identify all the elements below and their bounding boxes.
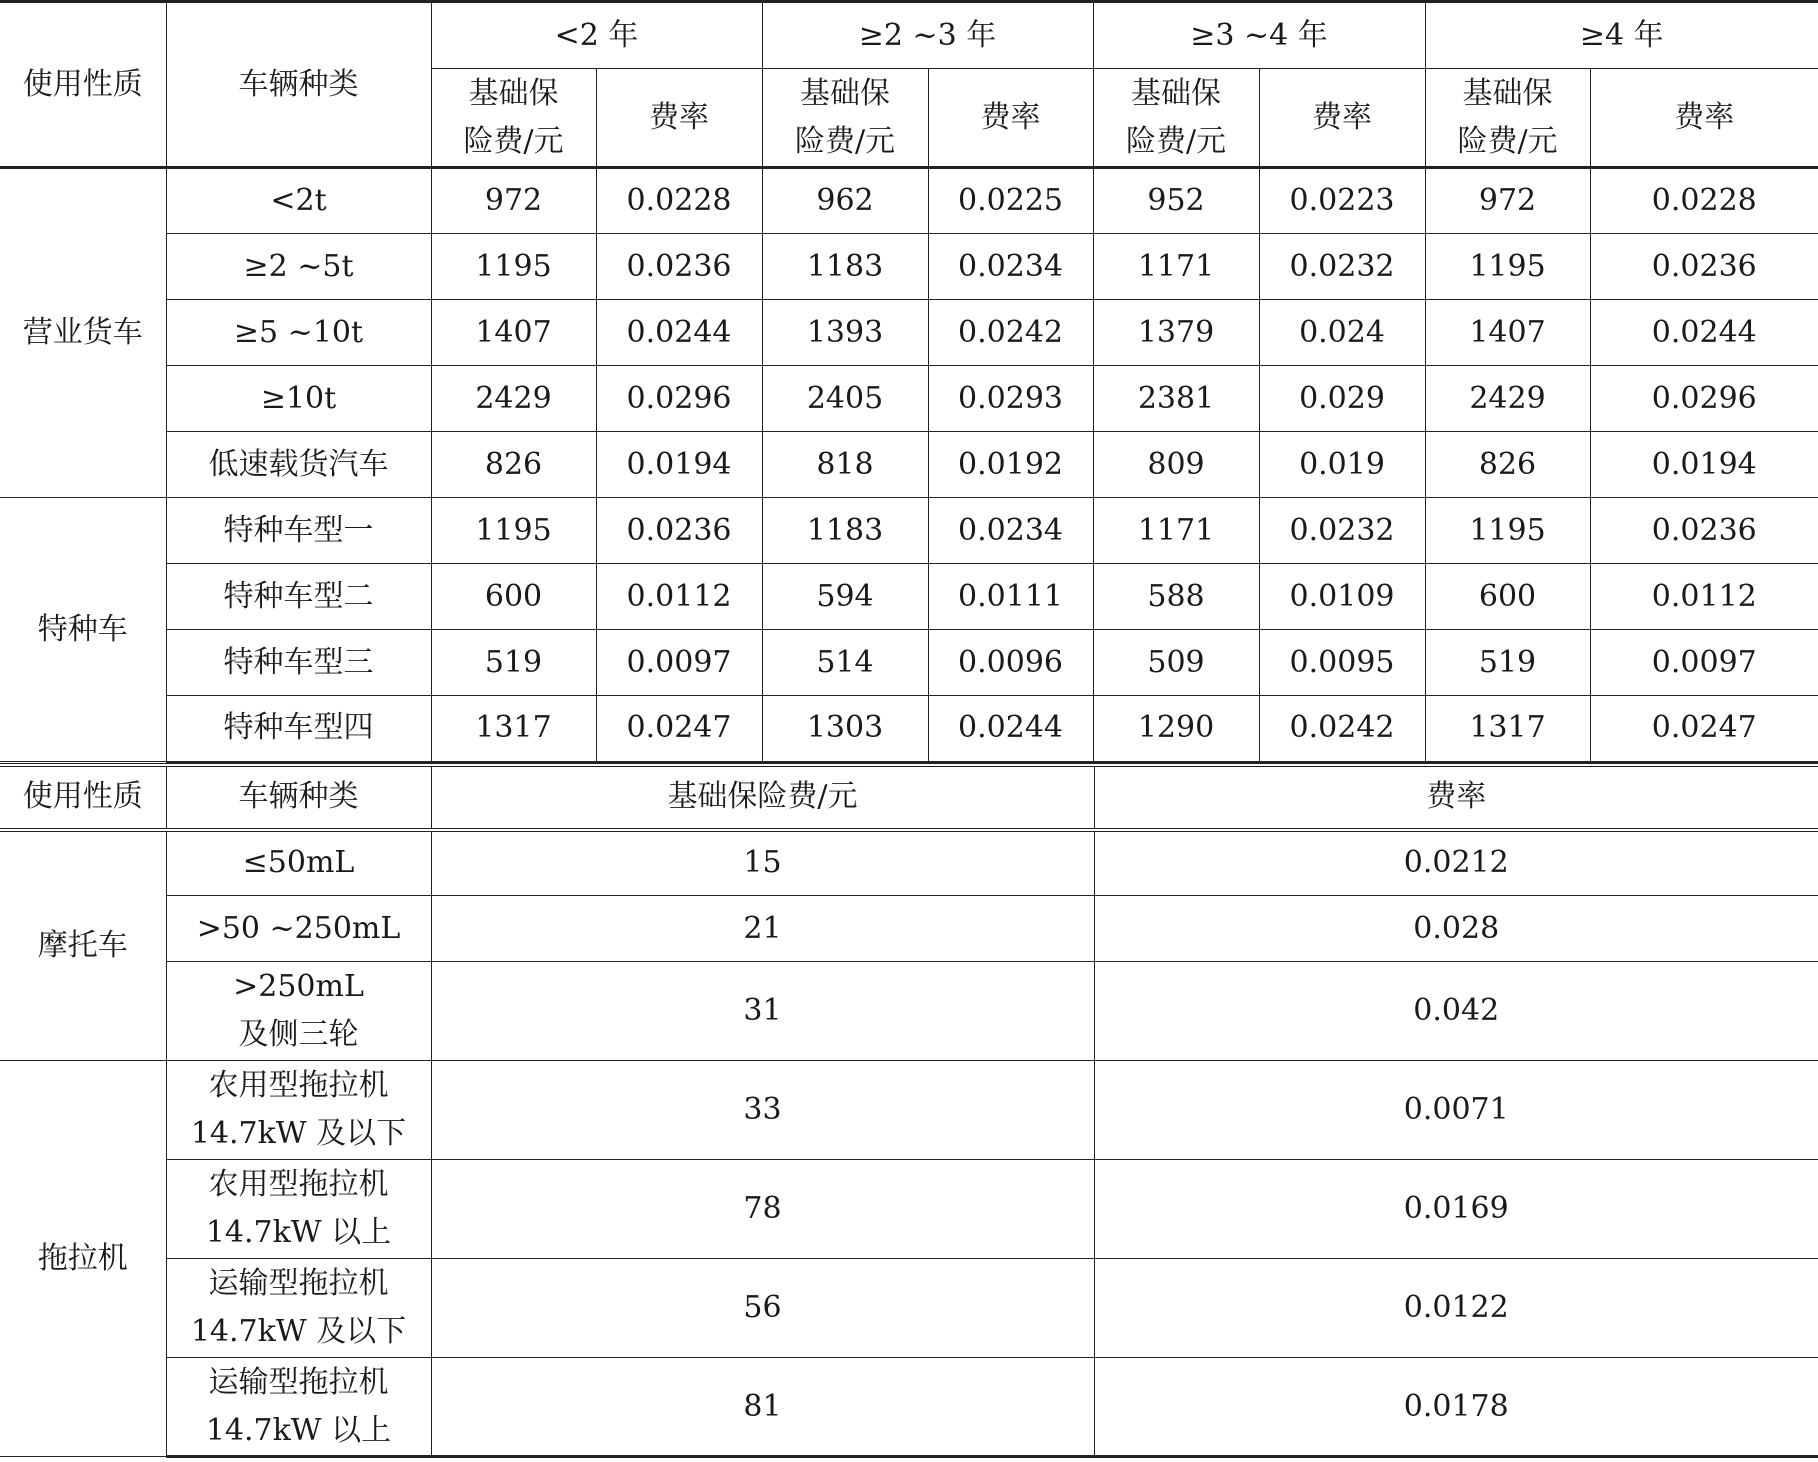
base-fee-cell: 1171 <box>1093 498 1259 564</box>
rate-cell: 0.0223 <box>1259 168 1425 234</box>
base-fee-cell: 1407 <box>1425 300 1590 366</box>
rate-cell: 0.0194 <box>1590 432 1818 498</box>
rate-cell: 0.0097 <box>1590 630 1818 696</box>
table2-header-row <box>0 765 1818 830</box>
header-rate: 费率 <box>928 69 1093 168</box>
base-fee-cell: 81 <box>431 1358 1094 1457</box>
rate-cell: 0.0242 <box>1259 696 1425 762</box>
vehicle-type-cell: 农用型拖拉机 14.7kW 及以下 <box>166 1061 431 1160</box>
rate-cell: 0.0194 <box>596 432 762 498</box>
rate-cell: 0.0234 <box>928 234 1093 300</box>
vehicle-type-cell: 运输型拖拉机 14.7kW 以上 <box>166 1358 431 1457</box>
rate-cell: 0.0071 <box>1094 1061 1818 1160</box>
header-base-fee: 基础保险费/元 <box>431 765 1094 830</box>
rate-cell: 0.0247 <box>1590 696 1818 762</box>
base-fee-cell: 952 <box>1093 168 1259 234</box>
base-fee-cell: 31 <box>431 962 1094 1061</box>
rate-cell: 0.0225 <box>928 168 1093 234</box>
base-fee-cell: 1195 <box>431 498 596 564</box>
base-fee-cell: 56 <box>431 1259 1094 1358</box>
rate-cell: 0.0236 <box>1590 234 1818 300</box>
table-row <box>0 630 1818 696</box>
table-row <box>0 1061 1818 1160</box>
header-usage: 使用性质 <box>0 2 166 168</box>
rate-cell: 0.0112 <box>596 564 762 630</box>
rate-cell: 0.0212 <box>1094 830 1818 896</box>
vehicle-type-cell: >50 ~250mL <box>166 896 431 962</box>
vehicle-type-cell: 运输型拖拉机 14.7kW 及以下 <box>166 1259 431 1358</box>
base-fee-cell: 1195 <box>1425 234 1590 300</box>
table-row <box>0 300 1818 366</box>
rate-cell: 0.028 <box>1094 896 1818 962</box>
base-fee-cell: 33 <box>431 1061 1094 1160</box>
usage-category: 特种车 <box>0 498 166 762</box>
rate-cell: 0.0192 <box>928 432 1093 498</box>
base-fee-cell: 15 <box>431 830 1094 896</box>
vehicle-type-cell: 特种车型三 <box>166 630 431 696</box>
header-rate: 费率 <box>596 69 762 168</box>
header-vehicle-type: 车辆种类 <box>166 765 431 830</box>
vehicle-type-cell: 特种车型四 <box>166 696 431 762</box>
usage-category: 拖拉机 <box>0 1061 166 1457</box>
rate-cell: 0.0244 <box>928 696 1093 762</box>
base-fee-cell: 509 <box>1093 630 1259 696</box>
header-age-group: <2 年 <box>431 2 762 69</box>
rate-cell: 0.0293 <box>928 366 1093 432</box>
base-fee-cell: 588 <box>1093 564 1259 630</box>
rate-cell: 0.0236 <box>1590 498 1818 564</box>
rate-cell: 0.0296 <box>596 366 762 432</box>
header-rate: 费率 <box>1094 765 1818 830</box>
base-fee-cell: 600 <box>431 564 596 630</box>
vehicle-type-cell: ≥2 ~5t <box>166 234 431 300</box>
base-fee-cell: 600 <box>1425 564 1590 630</box>
base-fee-cell: 514 <box>762 630 928 696</box>
base-fee-cell: 21 <box>431 896 1094 962</box>
table-row <box>0 498 1818 564</box>
header-row-age <box>0 2 1818 69</box>
vehicle-type-cell: >250mL 及侧三轮 <box>166 962 431 1061</box>
base-fee-cell: 2381 <box>1093 366 1259 432</box>
base-fee-cell: 972 <box>1425 168 1590 234</box>
base-fee-cell: 594 <box>762 564 928 630</box>
rate-cell: 0.0096 <box>928 630 1093 696</box>
header-base-fee: 基础保 险费/元 <box>762 69 928 168</box>
rate-cell: 0.0232 <box>1259 498 1425 564</box>
vehicle-type-cell: ≤50mL <box>166 830 431 896</box>
table-row <box>0 168 1818 234</box>
vehicle-type-cell: 特种车型一 <box>166 498 431 564</box>
base-fee-cell: 2405 <box>762 366 928 432</box>
base-fee-cell: 1183 <box>762 498 928 564</box>
header-age-group: ≥2 ~3 年 <box>762 2 1093 69</box>
base-fee-cell: 826 <box>1425 432 1590 498</box>
rate-cell: 0.0095 <box>1259 630 1425 696</box>
base-fee-cell: 1195 <box>1425 498 1590 564</box>
usage-category: 营业货车 <box>0 168 166 498</box>
base-fee-cell: 962 <box>762 168 928 234</box>
header-base-fee: 基础保 险费/元 <box>1425 69 1590 168</box>
header-base-fee: 基础保 险费/元 <box>1093 69 1259 168</box>
rate-cell: 0.0112 <box>1590 564 1818 630</box>
rate-cell: 0.0228 <box>1590 168 1818 234</box>
vehicle-type-cell: 低速载货汽车 <box>166 432 431 498</box>
rate-cell: 0.0111 <box>928 564 1093 630</box>
rate-cell: 0.0244 <box>596 300 762 366</box>
table-row <box>0 234 1818 300</box>
base-fee-cell: 519 <box>431 630 596 696</box>
base-fee-cell: 2429 <box>1425 366 1590 432</box>
vehicle-type-cell: <2t <box>166 168 431 234</box>
rate-cell: 0.0236 <box>596 234 762 300</box>
rate-cell: 0.0236 <box>596 498 762 564</box>
rate-cell: 0.0169 <box>1094 1160 1818 1259</box>
usage-category: 摩托车 <box>0 830 166 1061</box>
base-fee-cell: 1317 <box>431 696 596 762</box>
base-fee-cell: 1195 <box>431 234 596 300</box>
table-row <box>0 1358 1818 1457</box>
base-fee-cell: 1183 <box>762 234 928 300</box>
table1-body <box>0 168 1818 762</box>
base-fee-cell: 818 <box>762 432 928 498</box>
base-fee-cell: 1171 <box>1093 234 1259 300</box>
rate-cell: 0.019 <box>1259 432 1425 498</box>
header-base-fee: 基础保 险费/元 <box>431 69 596 168</box>
base-fee-cell: 1290 <box>1093 696 1259 762</box>
table-row <box>0 830 1818 896</box>
header-rate: 费率 <box>1590 69 1818 168</box>
table-row <box>0 432 1818 498</box>
vehicle-type-cell: 特种车型二 <box>166 564 431 630</box>
base-fee-cell: 78 <box>431 1160 1094 1259</box>
header-rate: 费率 <box>1259 69 1425 168</box>
header-vehicle-type: 车辆种类 <box>166 2 431 168</box>
rate-cell: 0.0232 <box>1259 234 1425 300</box>
base-fee-cell: 1379 <box>1093 300 1259 366</box>
rate-cell: 0.0109 <box>1259 564 1425 630</box>
header-age-group: ≥3 ~4 年 <box>1093 2 1425 69</box>
rate-cell: 0.0296 <box>1590 366 1818 432</box>
header-age-group: ≥4 年 <box>1425 2 1818 69</box>
motorcycle-tractor-table <box>0 763 1818 1459</box>
table-row <box>0 962 1818 1061</box>
rate-cell: 0.0178 <box>1094 1358 1818 1457</box>
table-row <box>0 696 1818 762</box>
base-fee-cell: 1407 <box>431 300 596 366</box>
base-fee-cell: 826 <box>431 432 596 498</box>
rate-cell: 0.024 <box>1259 300 1425 366</box>
rate-cell: 0.0228 <box>596 168 762 234</box>
rate-cell: 0.0097 <box>596 630 762 696</box>
header-usage: 使用性质 <box>0 765 166 830</box>
base-fee-cell: 809 <box>1093 432 1259 498</box>
base-fee-cell: 1303 <box>762 696 928 762</box>
base-fee-cell: 519 <box>1425 630 1590 696</box>
table2-body <box>0 830 1818 1457</box>
base-fee-cell: 1317 <box>1425 696 1590 762</box>
base-fee-cell: 1393 <box>762 300 928 366</box>
base-fee-cell: 972 <box>431 168 596 234</box>
table-row <box>0 896 1818 962</box>
rate-cell: 0.0234 <box>928 498 1093 564</box>
rate-cell: 0.0242 <box>928 300 1093 366</box>
rate-cell: 0.029 <box>1259 366 1425 432</box>
base-fee-cell: 2429 <box>431 366 596 432</box>
rate-cell: 0.0247 <box>596 696 762 762</box>
vehicle-type-cell: ≥10t <box>166 366 431 432</box>
table-row <box>0 366 1818 432</box>
table-row <box>0 1259 1818 1358</box>
rate-cell: 0.042 <box>1094 962 1818 1061</box>
vehicle-type-cell: 农用型拖拉机 14.7kW 以上 <box>166 1160 431 1259</box>
vehicle-type-cell: ≥5 ~10t <box>166 300 431 366</box>
rate-cell: 0.0244 <box>1590 300 1818 366</box>
table-row <box>0 564 1818 630</box>
table-row <box>0 1160 1818 1259</box>
rate-cell: 0.0122 <box>1094 1259 1818 1358</box>
